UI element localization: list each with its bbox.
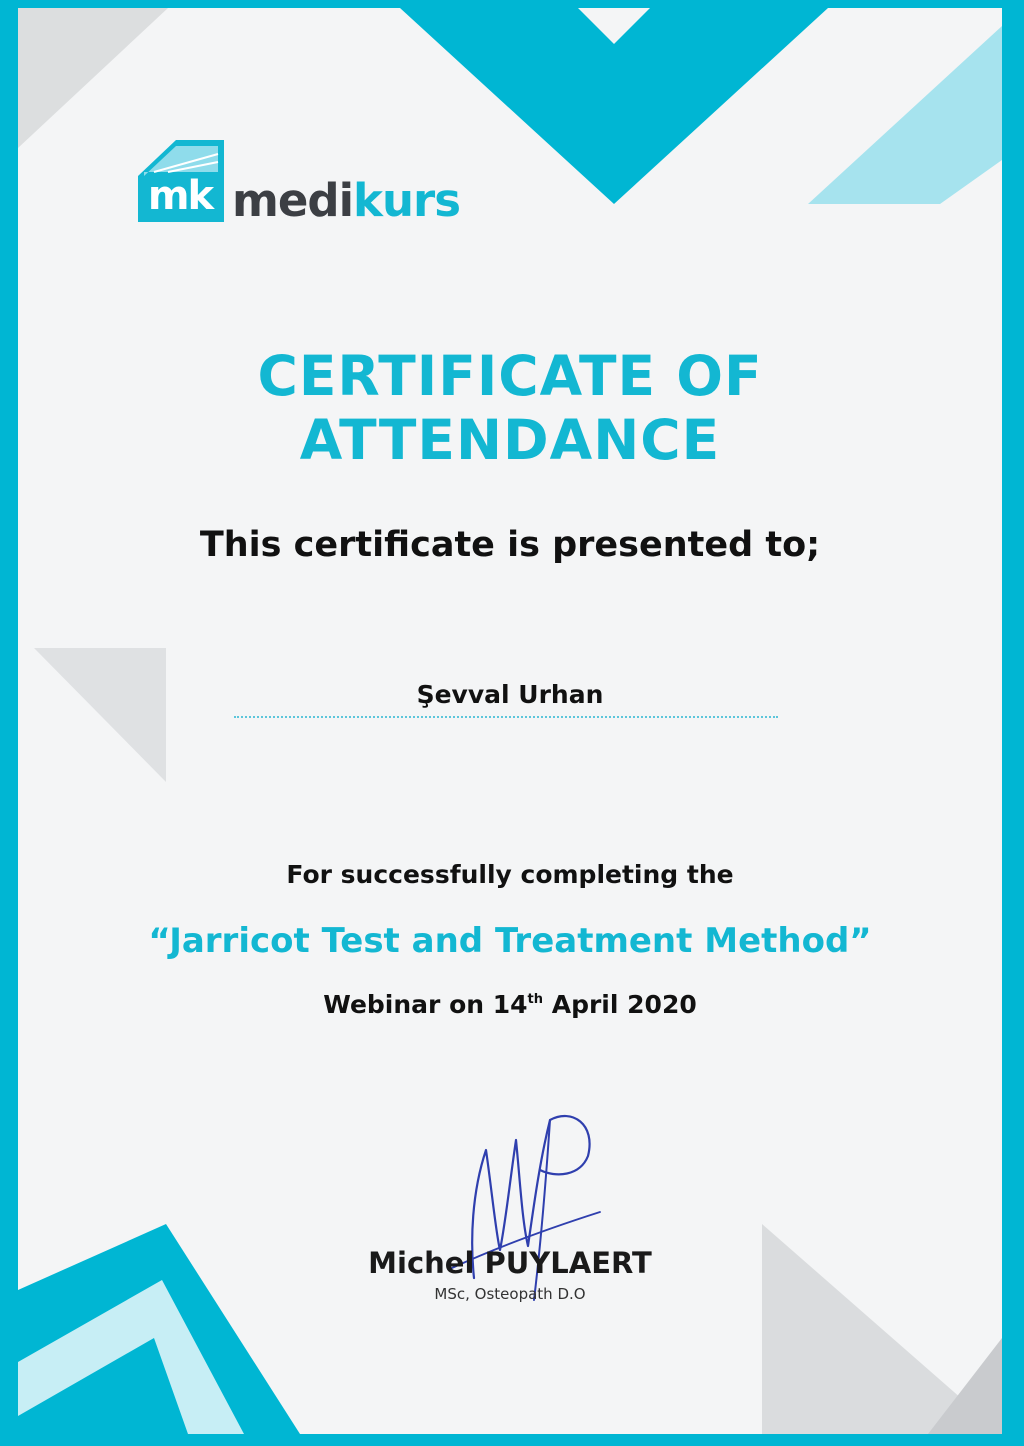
certificate-panel bbox=[18, 8, 1002, 1434]
logo-wordmark-medi: medi bbox=[232, 174, 354, 227]
course-name: “Jarricot Test and Treatment Method” bbox=[148, 921, 872, 961]
signer-name: Michel PUYLAERT bbox=[368, 1246, 652, 1280]
name-underline bbox=[234, 716, 778, 718]
certificate-title-line1: CERTIFICATE OF bbox=[257, 344, 763, 408]
signer-title: MSc, Osteopath D.O bbox=[434, 1285, 586, 1303]
completion-intro: For successfully completing the bbox=[286, 860, 734, 889]
webinar-suffix: April 2020 bbox=[543, 990, 697, 1019]
certificate-title-line2: ATTENDANCE bbox=[299, 408, 721, 472]
webinar-date bbox=[18, 988, 1002, 1022]
webinar-ordinal: th bbox=[527, 992, 544, 1007]
logo-mk-text: mk bbox=[147, 173, 213, 219]
webinar-prefix: Webinar on 14 bbox=[323, 990, 528, 1019]
logo-wordmark bbox=[232, 176, 460, 226]
medikurs-logo bbox=[138, 132, 498, 228]
presented-to-text: This certificate is presented to; bbox=[199, 525, 821, 565]
recipient-name: Şevval Urhan bbox=[416, 680, 604, 709]
logo-wordmark-kurs: kurs bbox=[353, 174, 460, 227]
